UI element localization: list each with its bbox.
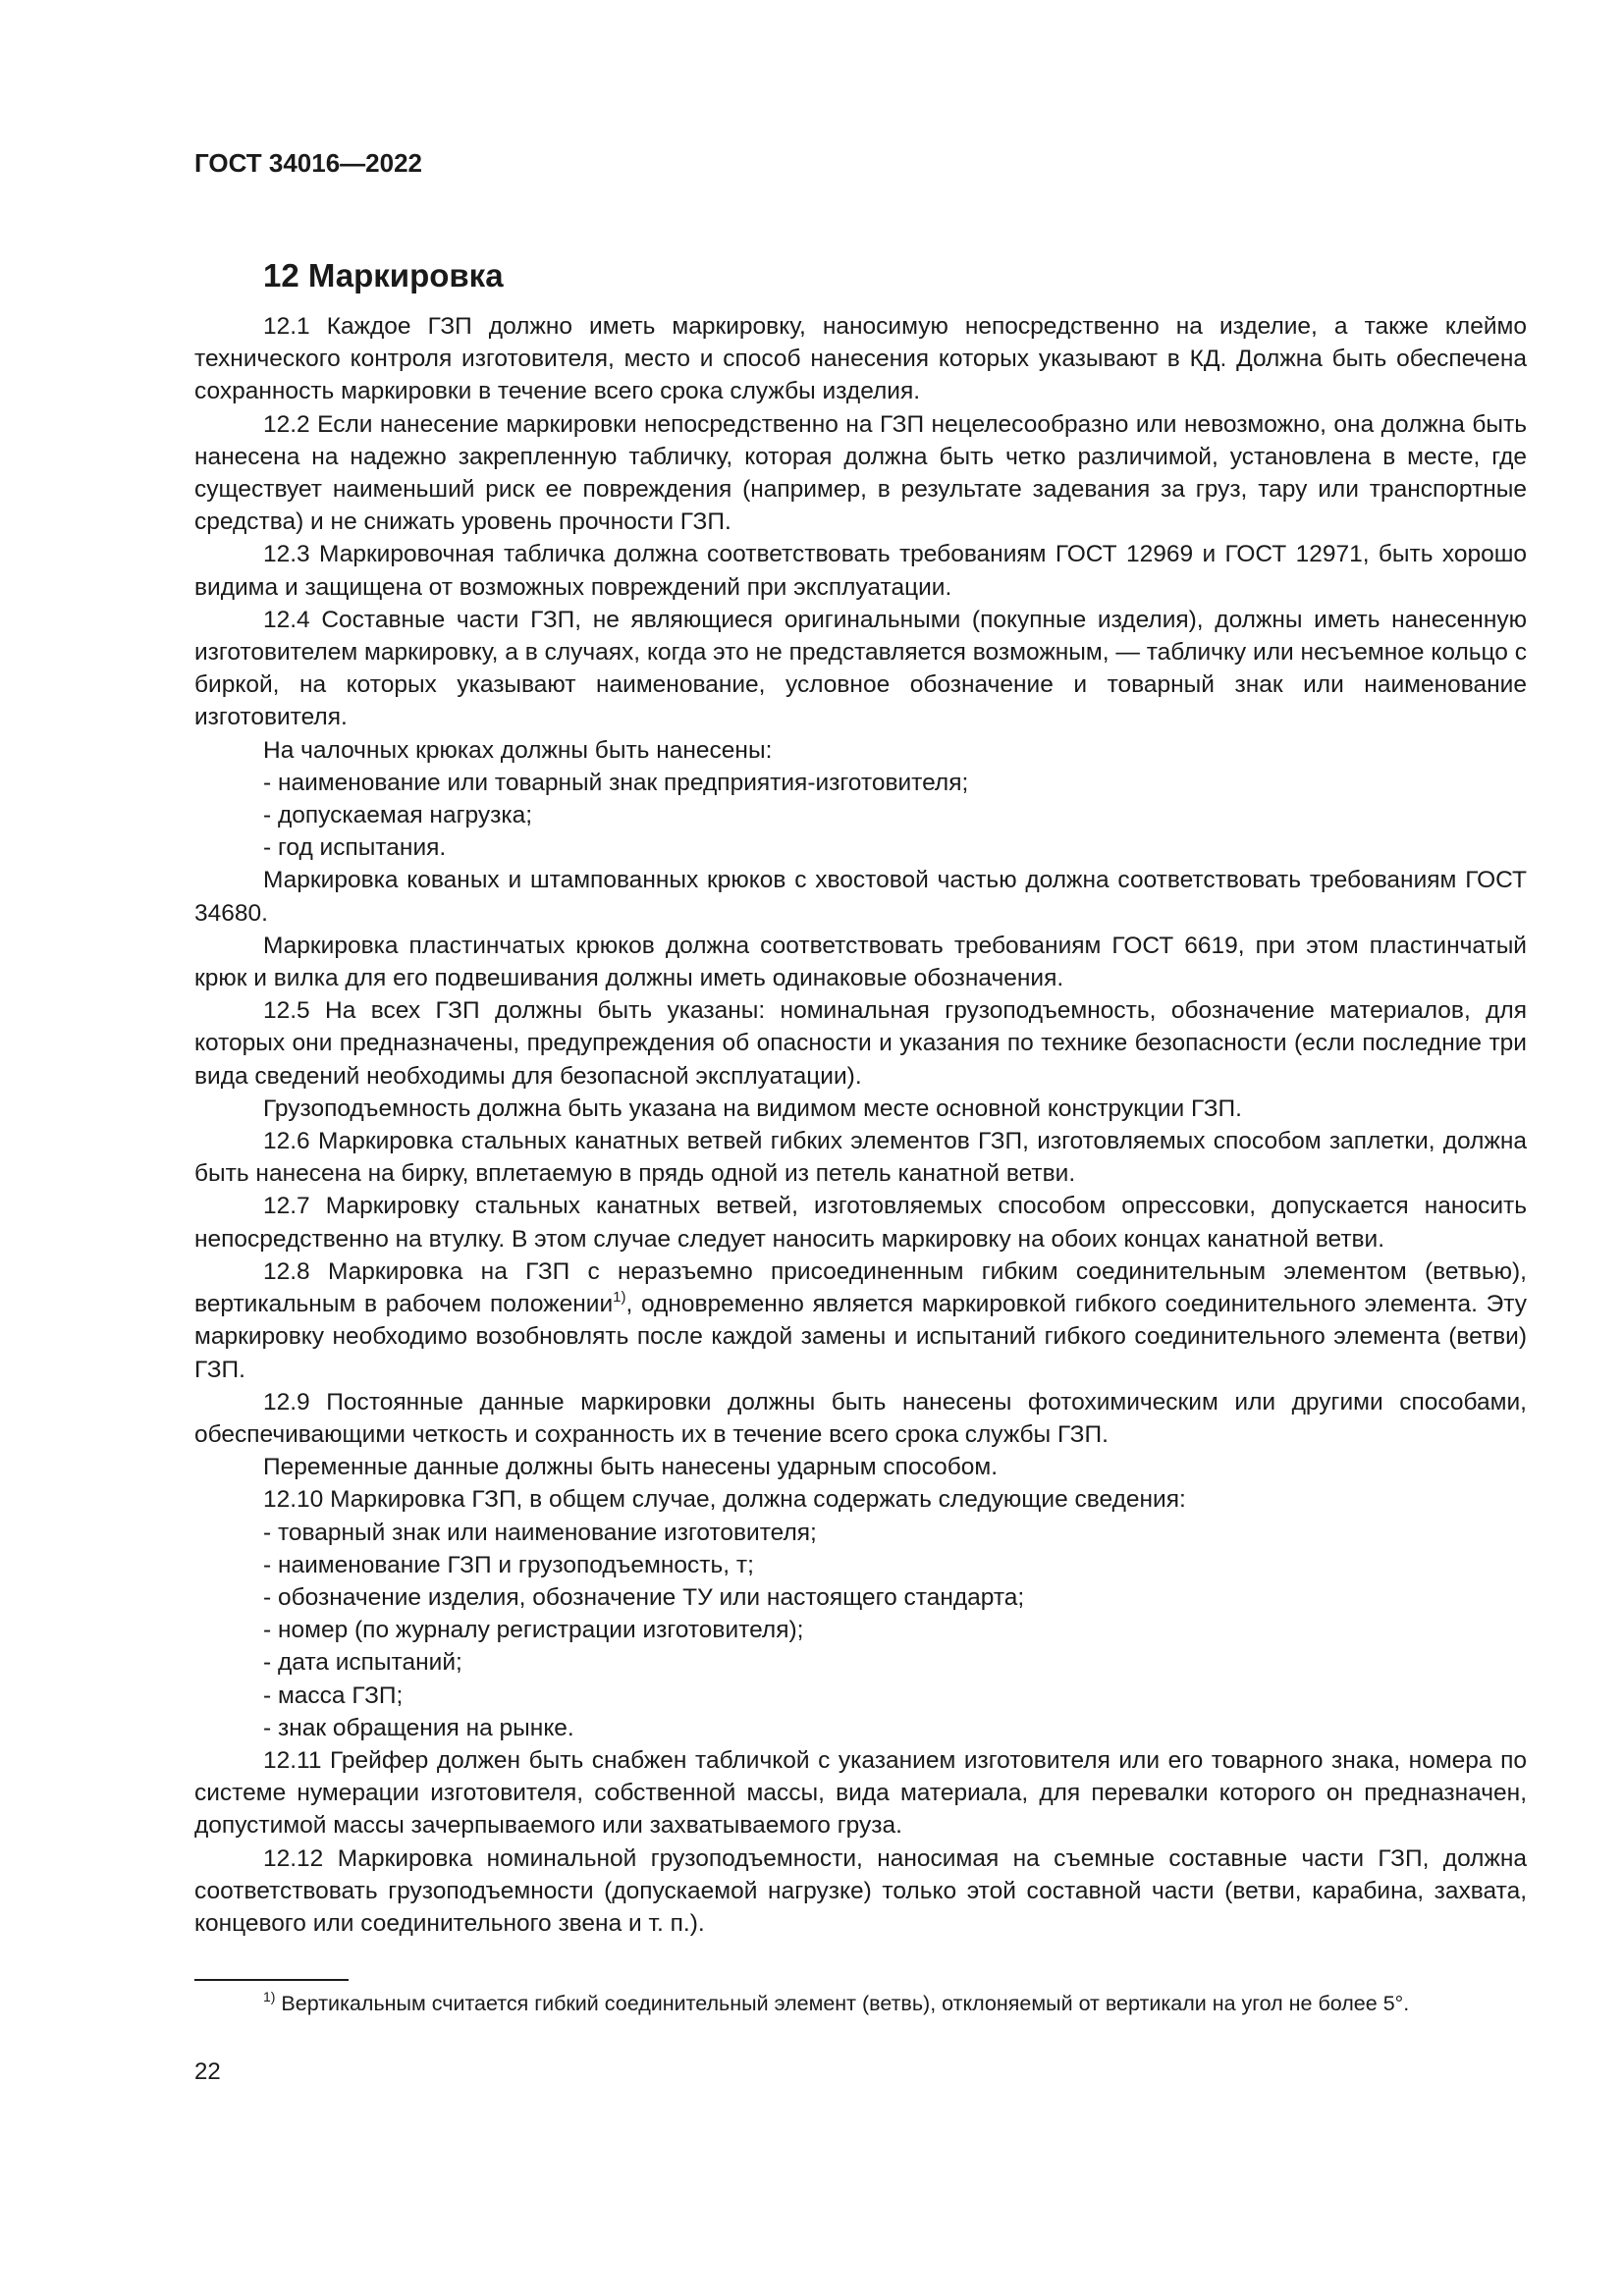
paragraph-variable-data: Переменные данные должны быть нанесены ударным способом. [263,1454,999,1481]
paragraph-12-2: 12.2 Если нанесение маркировки непосредственно на ГЗП нецелесообразно или невозможно, она должна быть нанесена на надежно закрепленную табличку, которая должна быть четко различимой, установлена в месте, где существует наименьший риск ее повреждения (например, в результате задевания за груз, тару или транспортные средства) и не снижать уровень прочности ГЗП. [194,410,1527,536]
list-item: - номер (по журналу регистрации изготовителя); [263,1617,804,1644]
section-body [194,310,1527,1940]
list-item: - знак обращения на рынке. [263,1714,574,1741]
footnote-divider [194,1979,349,1981]
paragraph-hooks-intro: На чалочных крюках должны быть нанесены: [263,736,773,764]
footnote-marker: 1) [263,1989,276,2004]
list-item: - наименование ГЗП и грузоподъемность, т; [263,1551,754,1578]
paragraph-plate-hooks: Маркировка пластинчатых крюков должна соответствовать требованиям ГОСТ 6619, при этом пластинчатый крюк и вилка для его подвешивания должны иметь одинаковые обозначения. [194,932,1527,992]
list-item: - год испытания. [263,834,447,862]
paragraph-12-3: 12.3 Маркировочная табличка должна соответствовать требованиям ГОСТ 12969 и ГОСТ 12971, быть хорошо видима и защищена от возможных повреждений при эксплуатации. [194,541,1527,601]
list-item: - дата испытаний; [263,1649,462,1677]
footnote-text-line [194,1989,1527,2019]
section-title: 12 Маркировка [263,257,504,294]
paragraph-forged-hooks: Маркировка кованых и штампованных крюков с хвостовой частью должна соответствовать требованиям ГОСТ 34680. [194,867,1527,927]
paragraph-12-1: 12.1 Каждое ГЗП должно иметь маркировку, наносимую непосредственно на изделие, а также клеймо технического контроля изготовителя, место и способ нанесения которых указывают в КД. Должна быть обеспечена сохранность маркировки в течение всего срока службы изделия. [194,313,1527,405]
page-number: 22 [194,2058,221,2085]
footnote-reference[interactable]: 1) [613,1289,626,1307]
footnote-text: Вертикальным считается гибкий соединительный элемент (ветвь), отклоняемый от вертикали на угол не более 5°. [275,1992,1410,2015]
paragraph-12-4: 12.4 Составные части ГЗП, не являющиеся оригинальными (покупные изделия), должны иметь нанесенную изготовителем маркировку, а в случаях, когда это не представляется возможным, — табличку или несъемное кольцо с биркой, на которых указывают наименование, условное обозначение и товарный знак или наименование изготовителя. [194,606,1527,731]
document-page [194,147,1527,1940]
list-item: - товарный знак или наименование изготовителя; [263,1519,817,1546]
document-code-header: ГОСТ 34016—2022 [194,148,422,178]
paragraph-12-12: 12.12 Маркировка номинальной грузоподъемности, наносимая на съемные составные части ГЗП, должна соответствовать грузоподъемности (допускаемой нагрузке) только этой составной части (ветви, карабина, захвата, концевого или соединительного звена и т. п.). [194,1844,1527,1937]
paragraph-12-5: 12.5 На всех ГЗП должны быть указаны: номинальная грузоподъемность, обозначение материалов, для которых они предназначены, предупреждения об опасности и указания по технике безопасности (если последние три вида сведений необходимы для безопасной эксплуатации). [194,997,1527,1090]
paragraph-12-8 [194,1255,1527,1386]
list-item: - масса ГЗП; [263,1682,404,1709]
paragraph-12-10: 12.10 Маркировка ГЗП, в общем случае, должна содержать следующие сведения: [263,1486,1186,1514]
paragraph-12-6: 12.6 Маркировка стальных канатных ветвей гибких элементов ГЗП, изготовляемых способом заплетки, должна быть нанесена на бирку, вплетаемую в прядь одной из петель канатной ветви. [194,1128,1527,1188]
list-item: - обозначение изделия, обозначение ТУ или настоящего стандарта; [263,1583,1025,1611]
paragraph-capacity-location: Грузоподъемность должна быть указана на видимом месте основной конструкции ГЗП. [263,1095,1242,1122]
paragraph-12-11: 12.11 Грейфер должен быть снабжен табличкой с указанием изготовителя или его товарного знака, номера по системе нумерации изготовителя, собственной массы, вида материала, для перевалки которого он предназначен, допустимой массы зачерпываемого или захватываемого груза. [194,1746,1527,1840]
paragraph-12-8-text-start: 12.8 Маркировка на ГЗП с неразъемно присоединенным гибким соединительным элементом (ветвью), вертикальным в рабочем положении [194,1257,1527,1318]
paragraph-12-7: 12.7 Маркировку стальных канатных ветвей, изготовляемых способом опрессовки, допускается наносить непосредственно на втулку. В этом случае следует наносить маркировку на обоих концах канатной ветви. [194,1193,1527,1253]
list-item: - допускаемая нагрузка; [263,802,533,829]
paragraph-12-8-text-end: , одновременно является маркировкой гибкого соединительного элемента. Эту маркировку необходимо возобновлять после каждой замены и испытаний гибкого соединительного элемента (ветви) ГЗП. [194,1291,1527,1383]
paragraph-12-9: 12.9 Постоянные данные маркировки должны быть нанесены фотохимическим или другими способами, обеспечивающими четкость и сохранность их в течение всего срока службы ГЗП. [194,1388,1527,1448]
list-item: - наименование или товарный знак предприятия-изготовителя; [263,769,969,796]
footnote [194,1989,1527,2019]
